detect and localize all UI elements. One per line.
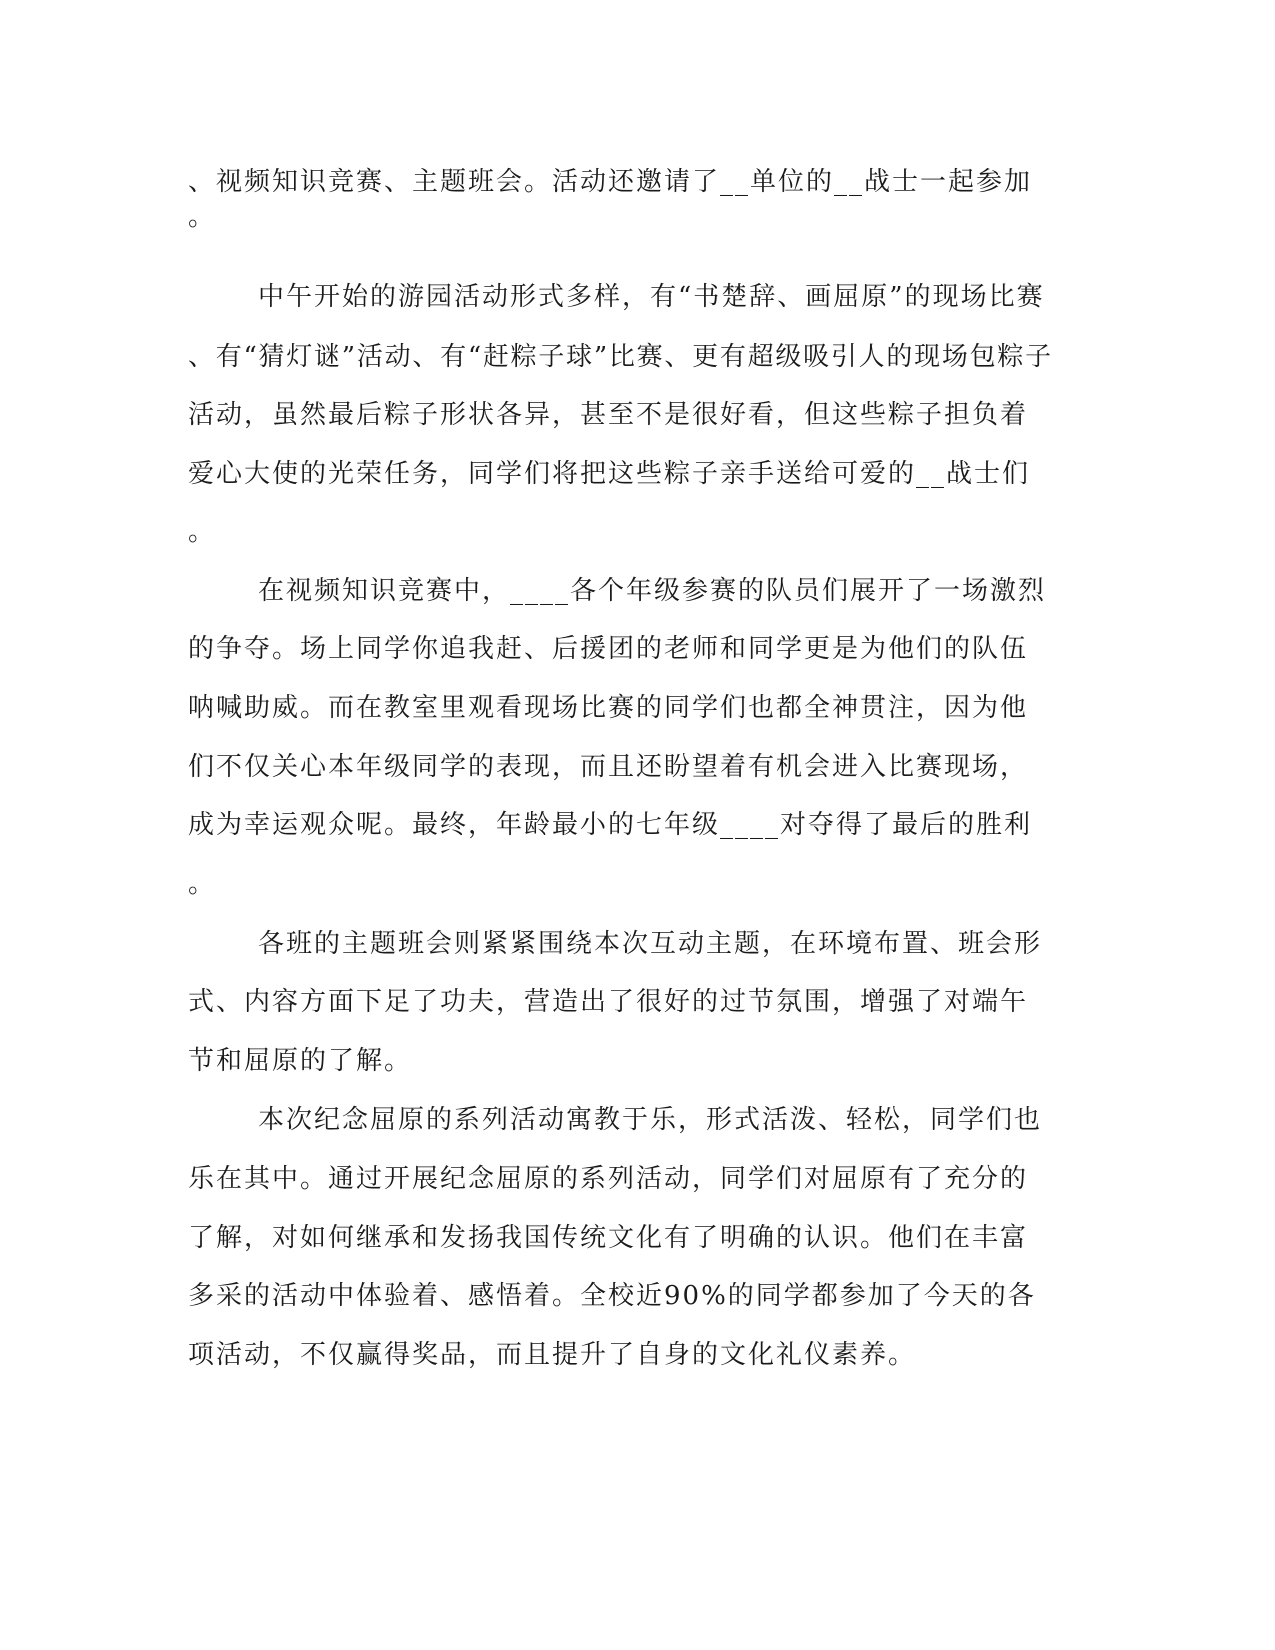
text-line: 乐在其中。通过开展纪念屈原的系列活动，同学们对屈原有了充分的: [188, 1164, 1029, 1194]
paragraph-start-line: 本次纪念屈原的系列活动寓教于乐，形式活泼、轻松，同学们也: [258, 1105, 1043, 1135]
text-line: 多采的活动中体验着、感悟着。全校近90%的同学都参加了今天的各: [188, 1281, 1036, 1311]
text-line: 呐喊助威。而在教室里观看现场比赛的同学们也都全神贯注，因为他: [188, 693, 1029, 723]
paragraph-start-line: 各班的主题班会则紧紧围绕本次互动主题，在环境布置、班会形: [258, 929, 1043, 959]
text-line: 项活动，不仅赢得奖品，而且提升了自身的文化礼仪素养。: [188, 1340, 917, 1370]
text-line: 式、内容方面下足了功夫，营造出了很好的过节氛围，增强了对端午: [188, 987, 1029, 1017]
paragraph-start-line: 中午开始的游园活动形式多样，有“书楚辞、画屈原”的现场比赛: [258, 282, 1045, 312]
text-line: 、有“猜灯谜”活动、有“赶粽子球”比赛、更有超级吸引人的现场包粽子: [188, 342, 1053, 372]
text-line: 、视频知识竞赛、主题班会。活动还邀请了__单位的__战士一起参加: [188, 167, 1033, 197]
text-line: 的争夺。场上同学你追我赶、后援团的老师和同学更是为他们的队伍: [188, 634, 1029, 664]
paragraph-start-line: 在视频知识竞赛中，____各个年级参赛的队员们展开了一场激烈: [258, 576, 1047, 606]
text-line: 了解，对如何继承和发扬我国传统文化有了明确的认识。他们在丰富: [188, 1223, 1029, 1253]
text-line: 节和屈原的了解。: [188, 1046, 413, 1076]
text-line: 。: [188, 517, 217, 547]
text-line: 爱心大使的光荣任务，同学们将把这些粽子亲手送给可爱的__战士们: [188, 459, 1031, 489]
text-line: 。: [188, 202, 217, 232]
text-line: 活动，虽然最后粽子形状各异，甚至不是很好看，但这些粽子担负着: [188, 400, 1029, 430]
text-line: 成为幸运观众呢。最终，年龄最小的七年级____对夺得了最后的胜利: [188, 810, 1033, 840]
text-line: 。: [188, 869, 217, 899]
text-line: 们不仅关心本年级同学的表现，而且还盼望着有机会进入比赛现场，: [188, 752, 1029, 782]
